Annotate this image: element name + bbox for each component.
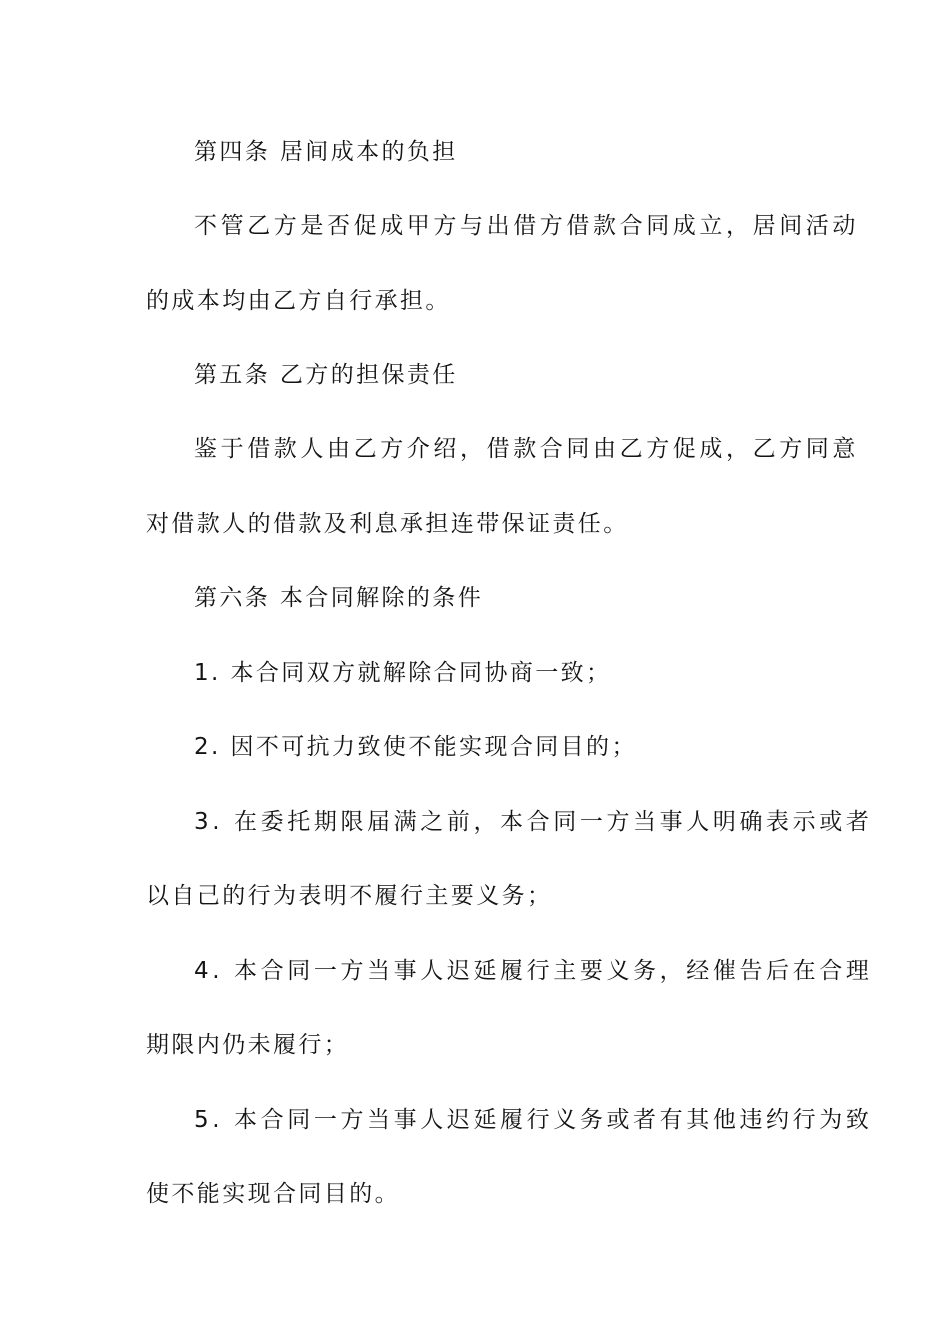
text-line: 使不能实现合同目的。 [146, 1181, 400, 1207]
text-line: 1. 本合同双方就解除合同协商一致； [194, 660, 612, 686]
article-5-body-line-1 [0, 429, 950, 469]
text-line: 第四条 居间成本的负担 [194, 139, 458, 165]
text-line: 的成本均由乙方自行承担。 [146, 288, 451, 314]
text-line: 3. 在委托期限届满之前，本合同一方当事人明确表示或者 [194, 809, 873, 835]
condition-3-line-2 [0, 876, 950, 916]
text-line: 第五条 乙方的担保责任 [194, 362, 458, 388]
condition-5-line-1 [0, 1100, 950, 1140]
condition-4-line-2 [0, 1025, 950, 1065]
article-6-heading [0, 578, 950, 618]
text-line: 4. 本合同一方当事人迟延履行主要义务，经催告后在合理 [194, 958, 873, 984]
text-line: 期限内仍未履行； [146, 1032, 350, 1058]
condition-5-line-2 [0, 1174, 950, 1214]
article-5-heading [0, 355, 950, 395]
article-5-body-line-2 [0, 504, 950, 544]
article-4-heading [0, 132, 950, 172]
text-line: 鉴于借款人由乙方介绍，借款合同由乙方促成，乙方同意 [194, 436, 859, 462]
text-line: 对借款人的借款及利息承担连带保证责任。 [146, 511, 629, 537]
text-line: 第六条 本合同解除的条件 [194, 585, 484, 611]
condition-1 [0, 653, 950, 693]
text-line: 以自己的行为表明不履行主要义务； [146, 883, 553, 909]
article-4-body-line-1 [0, 206, 950, 246]
condition-2 [0, 727, 950, 767]
text-line: 5. 本合同一方当事人迟延履行义务或者有其他违约行为致 [194, 1107, 873, 1133]
condition-3-line-1 [0, 802, 950, 842]
article-4-body-line-2 [0, 281, 950, 321]
condition-4-line-1 [0, 951, 950, 991]
text-line: 不管乙方是否促成甲方与出借方借款合同成立，居间活动 [194, 213, 859, 239]
text-line: 2. 因不可抗力致使不能实现合同目的； [194, 734, 637, 760]
